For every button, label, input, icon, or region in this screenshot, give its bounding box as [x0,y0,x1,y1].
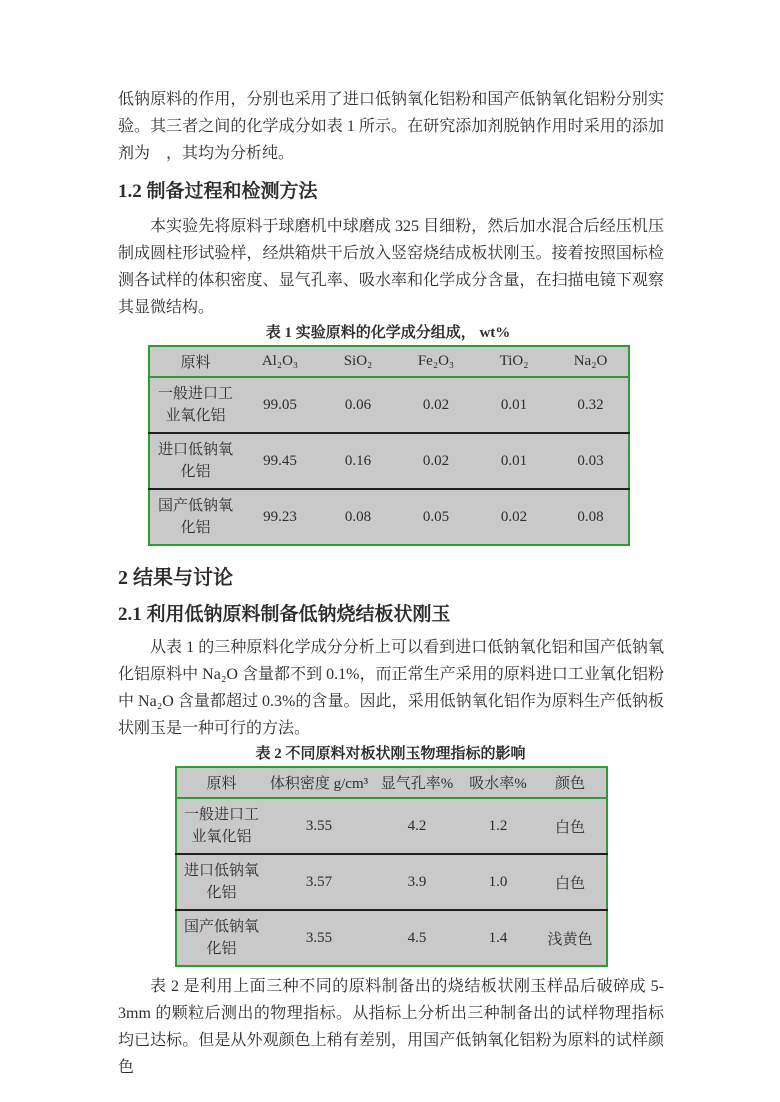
section-heading-1-2: 1.2 制备过程和检测方法 [118,181,318,202]
table1-row1-tio2: 0.01 [500,396,528,413]
table1-row3-al2o3: 99.23 [241,489,319,545]
table2-row3-material: 国产低钠氧化铝 [176,910,266,966]
paragraph-discussion: 表 2 是利用上面三种不同的原料制备出的烧结板状刚玉样品后破碎成 5-3mm 的颗粒后测出的物理指标。从指标上分析出三种制备出的试样物理指标均已达标。但是从外观颜色上稍有差别，用国产低钠氧化铝粉为原料的试样颜色 [118,978,664,1076]
table2-row1-absorption: 1.2 [488,817,508,834]
table2-row2-color: 白色 [534,854,607,910]
table2-physical-properties [175,766,608,967]
table2-header-material: 原料 [176,767,266,798]
table2-header-row [176,767,607,798]
table2-row1-color: 白色 [554,819,585,836]
table2-row3-color: 浅黄色 [534,910,607,966]
table1-row3-na2o: 0.08 [553,489,629,545]
table1-row2-al2o3: 99.45 [241,433,319,489]
table1-row3-tio2: 0.02 [475,489,553,545]
table2-row2-absorption: 1.0 [462,854,534,910]
table1-chemical-composition [148,345,630,546]
table2-row2-porosity: 3.9 [372,854,462,910]
table1-header-tio2: TiO₂ [475,346,553,377]
table1-row2-fe2o3: 0.02 [397,433,475,489]
table2-row3-density: 3.55 [266,910,372,966]
paragraph-method: 本实验先将原料于球磨机中球磨成 325 目细粉，然后加水混合后经压机压制成圆柱形试验样，经烘箱烘干后放入竖窑烧结成板状刚玉。接着按照国标检测各试样的体积密度、显气孔率、吸水率和化学成分含量，在扫描电镜下观察其显微结构。 [118,218,664,316]
paragraph-intro: 低钠原料的作用，分别也采用了进口低钠氧化铝粉和国产低钠氧化铝粉分别实验。其三者之间的化学成分如表 1 所示。在研究添加剂脱钠作用时采用的添加剂为 ，其均为分析纯。 [118,91,664,162]
table1-row2-sio2: 0.16 [319,433,397,489]
table1-header-na2o: Na₂O [553,346,629,377]
table1-header-sio2: SiO₂ [319,346,397,377]
table1-caption: 表 1 实验原料的化学成分组成， wt% [265,325,511,341]
table2-row3-porosity: 4.5 [372,910,462,966]
table1-row1-sio2: 0.06 [344,396,372,413]
section-heading-2: 2 结果与讨论 [118,567,233,589]
table1-row3-material: 国产低钠氧化铝 [149,489,241,545]
table-row [149,433,629,489]
table2-row2-density: 3.57 [266,854,372,910]
table-row [176,798,607,854]
table1-header-row [149,346,629,377]
table2-header-water-absorption: 吸水率% [462,767,534,798]
table-row [149,377,629,433]
table1-row2-na2o: 0.03 [553,433,629,489]
table-row [176,910,607,966]
table1-row1-al2o3: 99.05 [263,396,297,413]
table1-header-fe2o3: Fe₂O₃ [397,346,475,377]
table-row [149,489,629,545]
table1-row1-material: 一般进口工业氧化铝 [157,386,233,424]
table1-row3-fe2o3: 0.05 [397,489,475,545]
table1-row1-fe2o3: 0.02 [422,396,450,413]
page-content [118,86,664,1081]
table2-row1-density: 3.55 [305,817,333,834]
table1-row2-material: 进口低钠氧化铝 [149,433,241,489]
table2-header-color: 颜色 [534,767,607,798]
table2-header-porosity: 显气孔率% [372,767,462,798]
table1-header-material: 原料 [149,346,241,377]
section-heading-2-1: 2.1 利用低钠原料制备低钠烧结板状刚玉 [118,604,451,625]
table1-row1-na2o: 0.32 [577,396,604,413]
table2-row3-absorption: 1.4 [462,910,534,966]
table2-row2-material: 进口低钠氧化铝 [176,854,266,910]
paragraph-results: 从表 1 的三种原料化学成分分析上可以看到进口低钠氧化铝和国产低钠氧化铝原料中 Na₂O 含量都不到 0.1%，而正常生产采用的原料进口工业氧化铝粉中 Na₂O 含量都超过 0.3%的含量。因此，采用低钠氧化铝作为原料生产低钠板状刚玉是一种可行的方法。 [118,639,664,737]
table-row [176,854,607,910]
table2-header-bulk-density: 体积密度 g/cm³ [266,767,372,798]
table1-header-al2o3: Al₂O₃ [241,346,319,377]
table2-row1-material: 一般进口工业氧化铝 [183,807,259,845]
table2-caption: 表 2 不同原料对板状刚玉物理指标的影响 [255,746,526,762]
table1-row2-tio2: 0.01 [475,433,553,489]
table2-row1-porosity: 4.2 [407,817,427,834]
table1-row3-sio2: 0.08 [319,489,397,545]
